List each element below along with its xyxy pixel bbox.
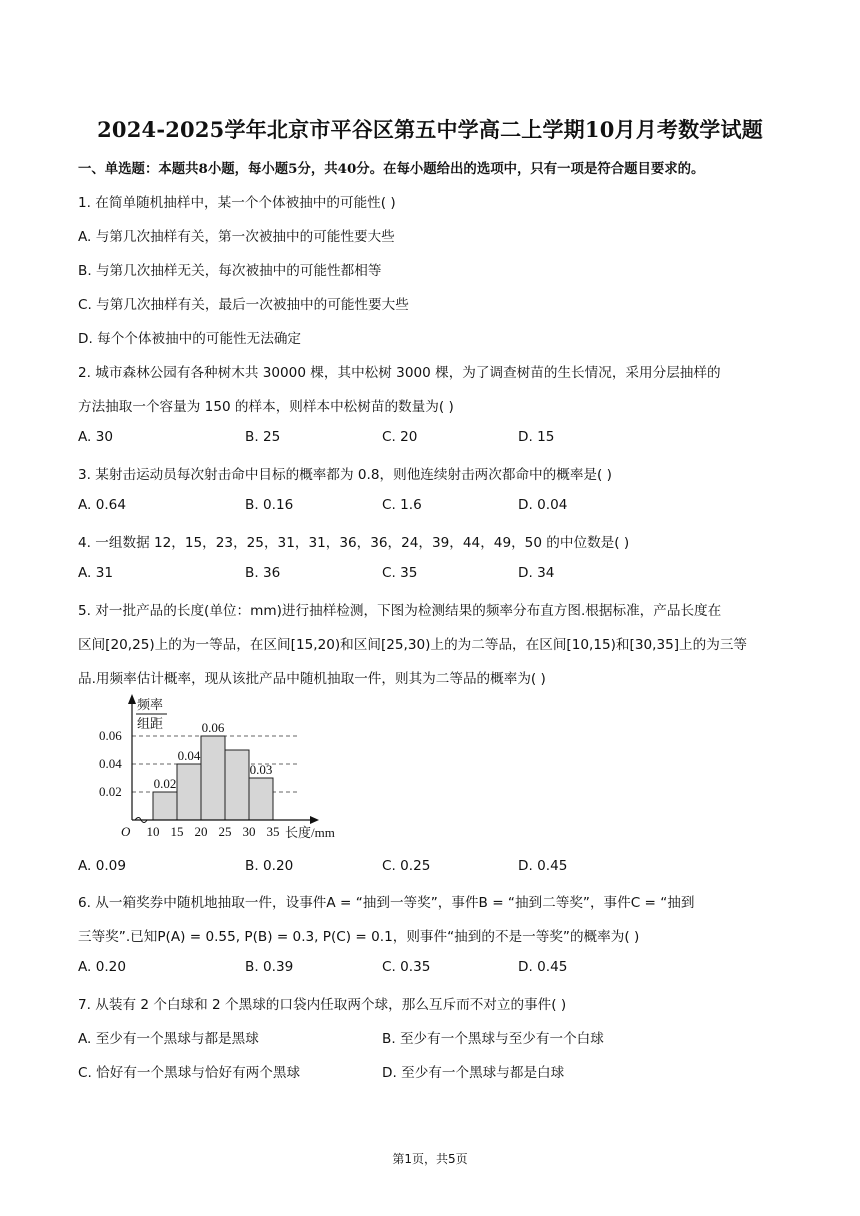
page-footer: 第1页，共5页 (392, 1152, 468, 1166)
q1-option-d: D. 每个个体被抽中的可能性无法确定 (78, 331, 302, 347)
q7-option-a: A. 至少有一个黑球与都是黑球 (78, 1031, 259, 1047)
q7-option-c: C. 恰好有一个黑球与恰好有两个黑球 (78, 1065, 301, 1081)
q6-option-a: A. 0.20 (78, 959, 126, 975)
q6-option-b: B. 0.39 (245, 959, 294, 975)
histogram-bar (201, 736, 225, 820)
section-heading: 一、单选题：本题共8小题，每小题5分，共40分。在每小题给出的选项中，只有一项是符合题目要求的。 (78, 161, 705, 177)
bar-value-label: 0.04 (177, 748, 201, 763)
histogram-bar (249, 778, 273, 820)
x-tick-label: 15 (170, 824, 184, 839)
q3-stem: 3. 某射击运动员每次射击命中目标的概率都为 0.8，则他连续射击两次都命中的概率是( ) (78, 467, 612, 483)
y-axis-arrow (128, 694, 136, 704)
x-tick-label: 25 (218, 824, 232, 839)
q4-option-a: A. 31 (78, 565, 113, 581)
q3-option-a: A. 0.64 (78, 497, 126, 513)
q2-option-a: A. 30 (78, 429, 113, 445)
histogram-bar (177, 764, 201, 820)
q6-stem-line1: 6. 从一箱奖券中随机地抽取一件，设事件A = “抽到一等奖”，事件B = “抽到二等奖”，事件C = “抽到 (78, 895, 695, 911)
q5-stem-line2: 区间[20,25)上的为一等品，在区间[15,20)和区间[25,30)上的为二等品，在区间[10,15)和[30,35]上的为三等 (78, 637, 748, 653)
bar-value-label: 0.02 (153, 776, 177, 791)
q5-stem-line3: 品.用频率估计概率，现从该批产品中随机抽取一件，则其为二等品的概率为( ) (78, 671, 546, 687)
bar-value-label: 0.03 (249, 762, 273, 777)
q1-option-c: C. 与第几次抽样有关，最后一次被抽中的可能性要大些 (78, 297, 409, 313)
q6-stem-line2: 三等奖”.已知P(A) = 0.55, P(B) = 0.3, P(C) = 0.1，则事件“抽到的不是一等奖”的概率为( ) (78, 929, 640, 945)
q2-stem-line1: 2. 城市森林公园有各种树木共 30000 棵，其中松树 3000 棵，为了调查树苗的生长情况，采用分层抽样的 (78, 365, 721, 381)
x-tick-label: 20 (194, 824, 208, 839)
q4-option-c: C. 35 (382, 565, 418, 581)
q6-option-c: C. 0.35 (382, 959, 431, 975)
histogram-bar (225, 750, 249, 820)
x-tick-label: 35 (266, 824, 280, 839)
q4-option-d: D. 34 (518, 565, 555, 581)
x-tick-label: 30 (242, 824, 256, 839)
x-axis-arrow (310, 816, 319, 824)
q4-option-b: B. 36 (245, 565, 281, 581)
q5-option-c: C. 0.25 (382, 858, 431, 874)
y-tick-label: 0.06 (99, 728, 122, 743)
x-tick-label: 10 (146, 824, 160, 839)
q7-option-d: D. 至少有一个黑球与都是白球 (382, 1065, 565, 1081)
y-axis-label-numerator: 频率 (137, 697, 164, 712)
q1-option-a: A. 与第几次抽样有关，第一次被抽中的可能性要大些 (78, 229, 395, 245)
q7-stem: 7. 从装有 2 个白球和 2 个黑球的口袋内任取两个球，那么互斥而不对立的事件( ) (78, 997, 567, 1013)
q3-option-d: D. 0.04 (518, 497, 568, 513)
q2-option-d: D. 15 (518, 429, 555, 445)
q1-stem: 1. 在简单随机抽样中，某一个个体被抽中的可能性( ) (78, 195, 396, 211)
bar-value-label: 0.06 (201, 720, 225, 735)
q2-stem-line2: 方法抽取一个容量为 150 的样本，则样本中松树苗的数量为( ) (78, 399, 454, 415)
y-axis-label-denominator: 组距 (137, 716, 164, 731)
y-tick-label: 0.02 (99, 784, 122, 799)
histogram-bar (153, 792, 177, 820)
q6-option-d: D. 0.45 (518, 959, 568, 975)
q7-option-b: B. 至少有一个黑球与至少有一个白球 (382, 1031, 604, 1047)
q5-option-b: B. 0.20 (245, 858, 294, 874)
q3-option-b: B. 0.16 (245, 497, 294, 513)
page-title: 2024-2025学年北京市平谷区第五中学高二上学期10月月考数学试题 (97, 117, 763, 142)
q3-option-c: C. 1.6 (382, 497, 422, 513)
q5-option-a: A. 0.09 (78, 858, 126, 874)
q5-option-d: D. 0.45 (518, 858, 568, 874)
origin-label: O (121, 824, 131, 839)
q5-stem-line1: 5. 对一批产品的长度(单位：mm)进行抽样检测，下图为检测结果的频率分布直方图.根据标准，产品长度在 (78, 603, 722, 619)
y-tick-label: 0.04 (99, 756, 122, 771)
x-axis-label: 长度/mm (285, 825, 335, 840)
q4-stem: 4. 一组数据 12，15，23，25，31，31，36，36，24，39，44，49，50 的中位数是( ) (78, 535, 630, 551)
frequency-histogram (95, 692, 365, 844)
q2-option-b: B. 25 (245, 429, 281, 445)
q1-option-b: B. 与第几次抽样无关，每次被抽中的可能性都相等 (78, 263, 382, 279)
q2-option-c: C. 20 (382, 429, 418, 445)
